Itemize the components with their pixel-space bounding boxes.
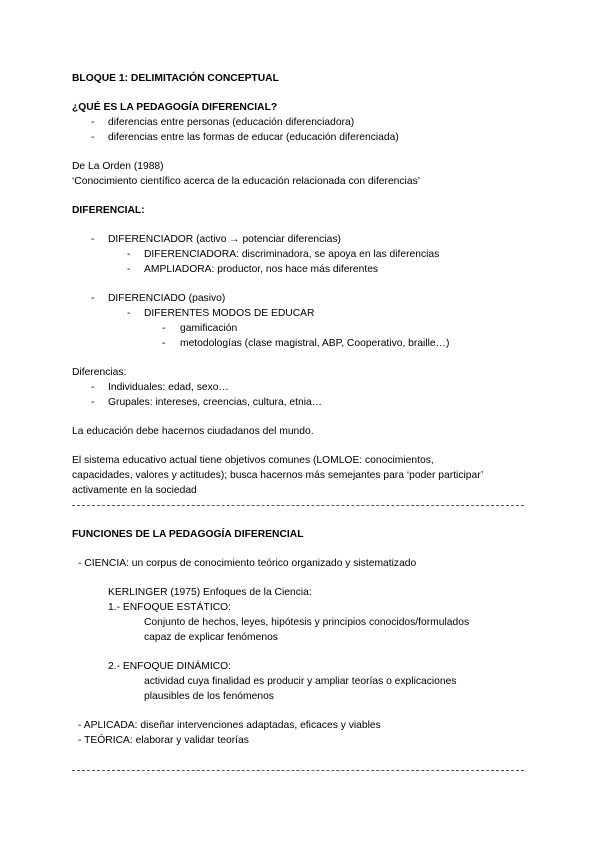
enfoque-dinamico: 2.- ENFOQUE DINÁMICO: <box>108 661 231 672</box>
reference-quote: ‘Conocimiento científico acerca de la educación relacionada con diferencias’ <box>72 176 421 187</box>
bullet-dash: - <box>91 382 95 393</box>
diferencias-label: Diferencias: <box>72 367 127 378</box>
paragraph-line: El sistema educativo actual tiene objetivos comunes (LOMLOE: conocimientos, <box>72 455 434 466</box>
list-item: gamificación <box>180 323 238 334</box>
list-item: diferencias entre las formas de educar (educación diferenciada) <box>108 132 399 143</box>
block-title: BLOQUE 1: DELIMITACIÓN CONCEPTUAL <box>72 73 279 84</box>
section-heading-diferencial: DIFERENCIAL: <box>72 205 145 216</box>
paragraph-line: capacidades, valores y actitudes); busca hacernos más semejantes para ‘poder participar’ <box>72 470 484 481</box>
list-item: diferencias entre personas (educación diferenciadora) <box>108 117 355 128</box>
enfoque-estatico: 1.- ENFOQUE ESTÁTICO: <box>108 602 232 613</box>
list-item: Individuales: edad, sexo… <box>108 382 229 393</box>
section-heading-que-es: ¿QUÉ ES LA PEDAGOGÍA DIFERENCIAL? <box>72 102 278 113</box>
bullet-dash: - <box>162 323 166 334</box>
dashed-separator <box>72 770 524 771</box>
paragraph: La educación debe hacernos ciudadanos del mundo. <box>72 426 314 437</box>
list-item: - TEÓRICA: elaborar y validar teorías <box>78 735 249 746</box>
enfoque-description: plausibles de los fenómenos <box>144 691 274 702</box>
bullet-dash: - <box>127 308 131 319</box>
bullet-dash: - <box>162 338 166 349</box>
paragraph-line: activamente en la sociedad <box>72 485 197 496</box>
list-item: - APLICADA: diseñar intervenciones adaptadas, eficaces y viables <box>78 720 381 731</box>
section-heading-funciones: FUNCIONES DE LA PEDAGOGÍA DIFERENCIAL <box>72 529 304 540</box>
enfoque-description: actividad cuya finalidad es producir y ampliar teorías o explicaciones <box>144 676 457 687</box>
bullet-dash: - <box>91 293 95 304</box>
list-item: DIFERENCIADOR (activo → potenciar diferencias) <box>108 234 341 245</box>
list-item: DIFERENTES MODOS DE EDUCAR <box>144 308 315 319</box>
bullet-dash: - <box>91 397 95 408</box>
kerlinger-line: KERLINGER (1975) Enfoques de la Ciencia: <box>108 587 312 598</box>
reference-author: De La Orden (1988) <box>72 161 164 172</box>
bullet-dash: - <box>91 132 95 143</box>
list-item: DIFERENCIADORA: discriminadora, se apoya en las diferencias <box>144 249 440 260</box>
bullet-dash: - <box>127 249 131 260</box>
bullet-dash: - <box>127 264 131 275</box>
bullet-dash: - <box>91 117 95 128</box>
dashed-separator <box>72 505 524 506</box>
list-item: metodologías (clase magistral, ABP, Cooperativo, braille…) <box>180 338 450 349</box>
enfoque-description: capaz de explicar fenómenos <box>144 632 278 643</box>
bullet-dash: - <box>91 234 95 245</box>
list-item: DIFERENCIADO (pasivo) <box>108 293 226 304</box>
list-item: AMPLIADORA: productor, nos hace más diferentes <box>144 264 379 275</box>
list-item: Grupales: intereses, creencias, cultura, etnia… <box>108 397 323 408</box>
list-item: - CIENCIA: un corpus de conocimiento teórico organizado y sistematizado <box>78 558 417 569</box>
enfoque-description: Conjunto de hechos, leyes, hipótesis y principios conocidos/formulados <box>144 617 470 628</box>
